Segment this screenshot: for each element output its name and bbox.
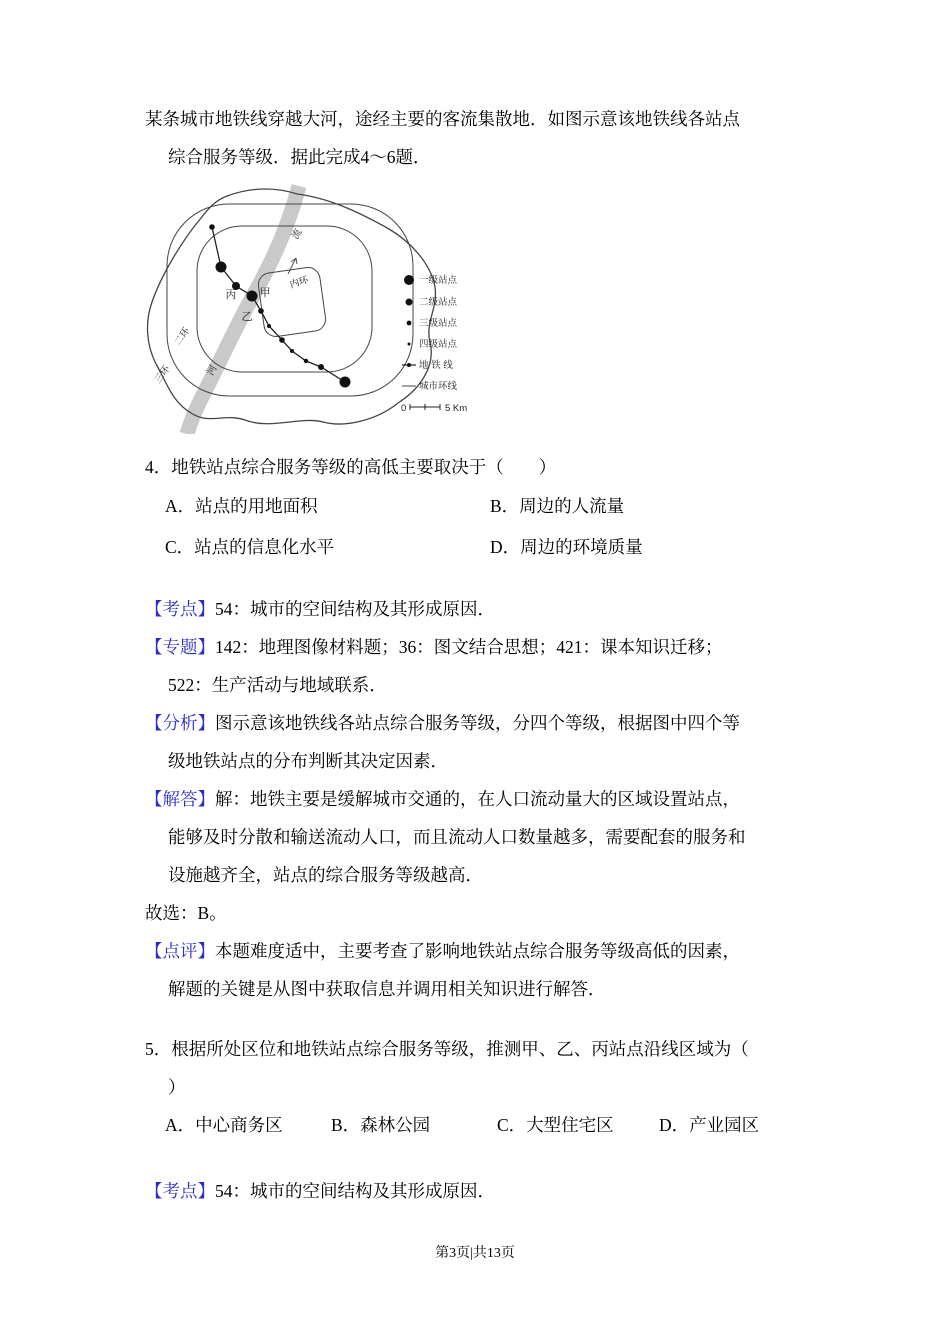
fenxi-line-1: [145, 704, 815, 742]
dianping-line-1: [145, 932, 815, 970]
station-dot: [247, 291, 258, 302]
kaodian-text: 54：城市的空间结构及其形成原因．: [215, 599, 495, 619]
jieda-line-3: 设施越齐全，站点的综合服务等级越高．: [168, 865, 483, 885]
fenxi-line-2: 级地铁站点的分布判断其决定因素．: [168, 751, 448, 771]
legend-label: 地 铁 线: [419, 360, 453, 371]
q5-option-c: C．大型住宅区: [497, 1115, 614, 1135]
jieda-line-2: 能够及时分散和输送流动人口，而且流动人口数量越多，需要配套的服务和: [168, 827, 746, 847]
dianping-tag: 【点评】: [145, 941, 215, 961]
q5-option-b: B．森林公园: [331, 1115, 431, 1135]
legend-metro-line-dot-icon: [407, 363, 411, 367]
legend-label: 一级站点: [419, 275, 458, 286]
kaodian-tag: 【考点】: [145, 599, 215, 619]
jieda-tag: 【解答】: [145, 789, 215, 809]
zhuanti-line-2: 522：生产活动与地域联系．: [168, 675, 387, 695]
question-5-stem-line-1: 5．根据所处区位和地铁站点综合服务等级，推测甲、乙、丙站点沿线区域为（: [145, 1039, 749, 1059]
station-dot: [209, 224, 215, 230]
q5-option-d: D．产业园区: [659, 1115, 760, 1135]
station-dot: [216, 262, 227, 273]
intro-line-1: 某条城市地铁线穿越大河，途经主要的客流集散地．如图示意该地铁线各站点: [145, 109, 740, 129]
fenxi-tag: 【分析】: [145, 713, 215, 733]
dianping-text-1: 本题难度适中，主要考查了影响地铁站点综合服务等级高低的因素，: [215, 941, 740, 961]
river-label-top: 流: [290, 227, 305, 242]
station-dot: [318, 364, 324, 370]
page-number-footer: 第3页|共13页: [435, 1246, 515, 1261]
zhuanti-line-1: [145, 628, 815, 666]
kaodian-line-q5: [145, 1172, 815, 1210]
legend-label: 三级站点: [419, 318, 458, 329]
q4-option-d: D．周边的环境质量: [490, 537, 643, 557]
legend-label: 四级站点: [419, 339, 458, 350]
fenxi-text-1: 图示意该地铁线各站点综合服务等级，分四个等级，根据图中四个等: [215, 713, 740, 733]
station-label-jia: 甲: [259, 287, 271, 299]
station-label-bing: 丙: [225, 289, 237, 301]
legend-dot-tiny-icon: [408, 343, 411, 346]
answer-choice-line: 故选：B。: [145, 903, 227, 923]
jieda-line-1: [145, 780, 815, 818]
river-band: [187, 186, 299, 434]
dianping-line-2: 解题的关键是从图中获取信息并调用相关知识进行解答．: [168, 979, 606, 999]
zhuanti-tag: 【专题】: [145, 637, 215, 657]
legend-dot-small-icon: [407, 321, 412, 326]
kaodian-tag-q5: 【考点】: [145, 1181, 215, 1201]
legend-dot-large-icon: [404, 275, 414, 285]
subway-map-figure: [139, 184, 499, 434]
page-content: [145, 100, 815, 1210]
question-4-options: [145, 486, 815, 568]
question-4-stem: 4．地铁站点综合服务等级的高低主要取决于（ ）: [145, 457, 557, 477]
question-5-stem-line-2: ）: [168, 1077, 186, 1097]
second-ring-label: 二环: [172, 325, 193, 348]
legend-label: 城市环线: [419, 381, 458, 392]
scale-end-label: 5 Km: [445, 403, 468, 414]
zhuanti-text-1: 142：地理图像材料题；36：图文结合思想；421：课本知识迁移；: [215, 637, 723, 657]
question-5-options: [145, 1106, 815, 1144]
station-dot: [258, 308, 264, 314]
station-dot: [340, 377, 351, 388]
subway-map: [139, 184, 499, 434]
q4-option-c: C．站点的信息化水平: [165, 537, 335, 557]
station-label-yi: 乙: [241, 311, 253, 323]
river-flow-arrow-icon: [288, 258, 297, 274]
map-scale-bar: [401, 403, 467, 414]
inner-ring-label: 内环: [288, 274, 311, 291]
intro-line-2: 综合服务等级．据此完成4～6题．: [168, 147, 431, 167]
q4-option-a: A．站点的用地面积: [165, 496, 318, 516]
legend-dot-medium-icon: [406, 299, 413, 306]
legend-label: 二级站点: [419, 297, 458, 308]
third-ring-label: 三环: [152, 363, 173, 386]
station-dot: [304, 359, 308, 363]
station-dot: [290, 349, 294, 353]
jieda-text-1: 解：地铁主要是缓解城市交通的，在人口流动量大的区域设置站点，: [215, 789, 740, 809]
station-dot: [267, 324, 271, 328]
kaodian-text-q5: 54：城市的空间结构及其形成原因．: [215, 1181, 495, 1201]
q5-option-a: A．中心商务区: [165, 1115, 283, 1135]
river-label-bottom: 河: [205, 363, 220, 378]
scale-start-label: 0: [401, 403, 407, 414]
kaodian-line: [145, 590, 815, 628]
station-dot: [279, 337, 285, 343]
q4-option-b: B．周边的人流量: [490, 496, 625, 516]
